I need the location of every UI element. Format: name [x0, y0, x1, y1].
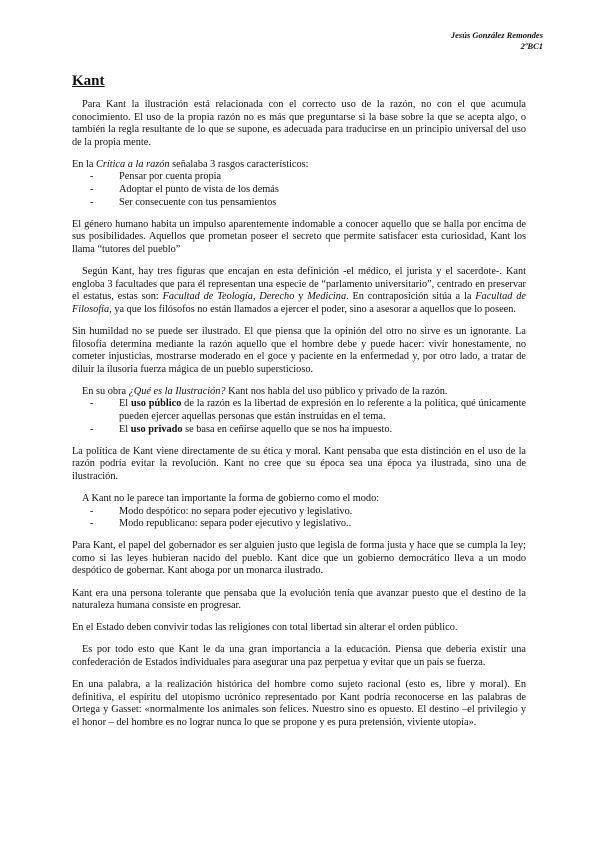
- facultades-italic: Facultad de Teología, Derecho: [162, 291, 295, 303]
- list-item: - Adoptar el punto de vista de los demás: [72, 184, 526, 197]
- paragraph-humildad: Sin humildad no se puede ser ilustrado. El que piensa que la opinión del otro no sirve es un ignorante. La filosofía determina mediante la razón aquello que el hombre debe y puede hacer: vivir honestamente, no cometer injusticias, mostrarse moderado en el goce y paciente en la enfermedad y, por otro lado, a tratar de diluir la ilusoria fuerza mágica de un pueblo supersticioso.: [72, 325, 526, 375]
- text-run: Según Kant, hay tres figuras que encajan en esta definición -el médico, el jurista y el sacerdote-. Kant engloba 3 facultades que para él representan una especie de “parlamento universitario”, centrado en preservar el estatus, estas son:: [72, 266, 526, 303]
- list-item-uso-publico: [72, 398, 526, 423]
- list-item: - Modo republicano: separa poder ejecutivo y legislativo..: [72, 518, 526, 531]
- text-run: En su obra: [82, 385, 129, 397]
- paragraph-tres-figuras: [72, 266, 526, 316]
- usos-list: [72, 398, 526, 436]
- paragraph-politica: La política de Kant viene directamente de su ética y moral. Kant pensaba que esta distinción en el uso de la razón podría evitar la revolución. Kant no cree que su época sea una época ya ilustrada, sino una de ilustración.: [72, 445, 526, 482]
- uso-privado-term: uso privado: [130, 423, 183, 435]
- paragraph-genero-humano: El género humano habita un impulso aparentemente indomable a conocer aquello que se halla por encima de sus posibilidades. Aquellos que prometan poseer el secreto que permite satisfacer esta curiosidad, Kant los llama “tutores del pueblo”: [72, 218, 526, 255]
- text-run: se basa en ceñirse aquello que se nos ha impuesto.: [182, 423, 393, 435]
- course-label: 2ºBC1: [520, 41, 543, 51]
- page-title: Kant: [72, 73, 105, 89]
- text-run: En la: [72, 158, 97, 170]
- book-title-critica: Crítica a la razón: [96, 158, 170, 170]
- author-name: Jesús González Remondes: [450, 30, 543, 40]
- paragraph-conclusion: En una palabra, a la realización histórica del hombre como sujeto racional (esto es, libre y moral). En definitiva, el espíritu del utopismo ucrónico representado por Kant podría reconocerse en las palabras de Ortega y Gasset: «normalmente los animales son felices. Nuestro sino es opuesto. El destino –el privilegio y el honor – del hombre es no lograr nunca lo que se propone y es pura pretensión, viviente utopía».: [72, 678, 526, 728]
- medicina-italic: Medicina: [307, 291, 347, 303]
- paragraph-forma-gobierno: A Kant no le parece tan importante la forma de gobierno como el modo:: [82, 492, 380, 504]
- filosofia-italic: Facultad de Filosofía: [72, 291, 527, 315]
- paragraph-critica-intro: [72, 159, 526, 172]
- text-run: El: [119, 398, 131, 410]
- document-body: [72, 99, 526, 739]
- paragraph-religiones: En el Estado deben convivir todas las religiones con total libertad sin alterar el orden público.: [72, 622, 458, 634]
- list-item: - Pensar por cuenta propia: [72, 171, 526, 184]
- rasgos-list: [72, 171, 526, 209]
- text-run: El: [119, 423, 131, 435]
- paragraph-tolerante: Kant era una persona tolerante que pensaba que la evolución tenía que avanzar puesto que el destino de la naturaleza humana consiste en progresar.: [72, 587, 526, 612]
- page-header: [451, 30, 543, 52]
- modos-list: [72, 506, 526, 531]
- paragraph-gobernador: Para Kant, el papel del gobernador es ser alguien justo que legisla de forma justa y hace que se cumpla la ley; como si las leyes hubieran nacido del pueblo. Kant dice que un gobierno democrático lleva a un modo despótico de gobernar. Kant aboga por un monarca ilustrado.: [72, 540, 526, 577]
- paragraph-educacion: Es por todo esto que Kant le da una gran importancia a la educación. Piensa que debería existir una confederación de Estados individuales para asegurar una paz perpetua y evitar que un país se fuerza.: [72, 644, 526, 668]
- text-run: señalaba 3 rasgos característicos:: [169, 158, 309, 170]
- text-run: Kant nos habla del uso público y privado de la razón.: [225, 385, 448, 397]
- book-title-ilustracion: ¿Qué es la Ilustración?: [128, 385, 226, 397]
- list-item: - Modo despótico: no separa poder ejecutivo y legislativo.: [72, 506, 526, 519]
- text-run: . En contraposición sitúa a la: [346, 291, 476, 303]
- text-run: y: [294, 291, 308, 303]
- list-item-uso-privado: [72, 424, 526, 437]
- uso-publico-term: uso público: [131, 398, 182, 410]
- text-run: , ya que los filósofos no están llamados a ejercer el poder, sino a asesorar a aquellos que lo poseen.: [109, 303, 516, 315]
- list-item: - Ser consecuente con tus pensamientos: [72, 197, 526, 210]
- paragraph-que-es-ilustracion: [72, 386, 526, 399]
- text-run: de la razón es la libertad de expresión en lo referente a la política, qué únicamente pueden ejercer aquellas personas que están instruidas en el tema.: [119, 398, 527, 422]
- paragraph-ilustracion: Para Kant la ilustración está relacionada con el correcto uso de la razón, no con el que acumula conocimiento. El uso de la propia razón no es más que preguntarse si la base sobre la que se acepta algo, o también la regla resultante de lo que se supone, es adecuada para traducirse en un principio universal del uso de la propia mente.: [72, 99, 526, 148]
